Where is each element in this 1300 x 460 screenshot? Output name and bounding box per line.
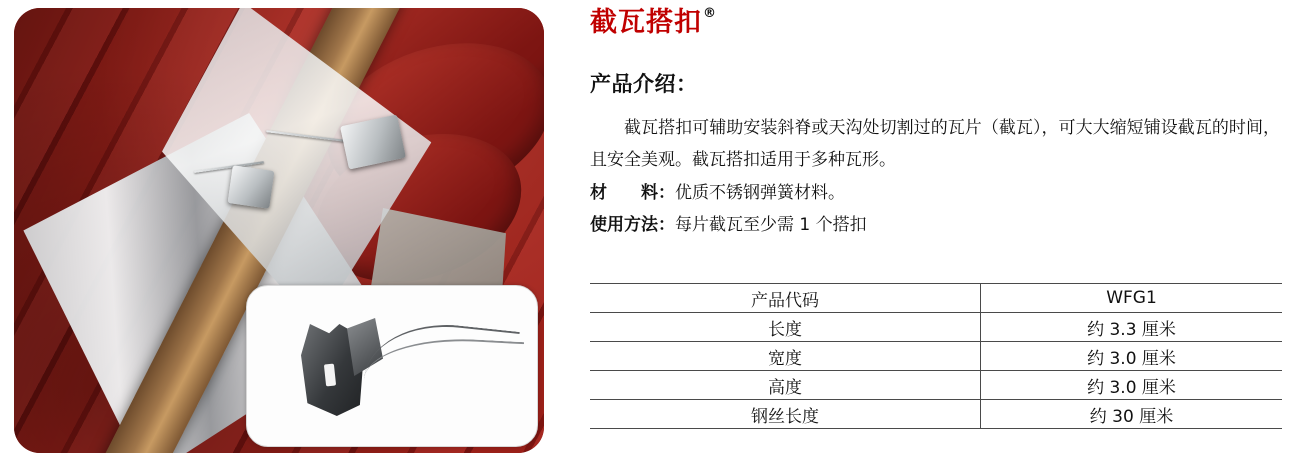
usage-label: 使用方法： (590, 215, 675, 235)
main-product-photo (14, 8, 544, 453)
spec-label-cell: 高度 (590, 371, 981, 400)
spec-value-cell: 约 3.0 厘米 (981, 342, 1283, 371)
spec-value-cell: 约 3.0 厘米 (981, 371, 1283, 400)
table-row (590, 342, 1282, 371)
clip-slot (324, 364, 336, 387)
material-value: 优质不锈钢弹簧材料。 (675, 183, 845, 203)
product-title-row (590, 8, 716, 38)
spec-label-cell: 钢丝长度 (590, 400, 981, 429)
product-info-panel (590, 0, 1290, 460)
registered-trademark-icon: ® (703, 6, 716, 21)
page-title: 截瓦搭扣 (590, 7, 702, 38)
installed-clip (228, 165, 275, 208)
spec-value-cell: 约 3.3 厘米 (981, 313, 1283, 342)
spec-label-cell: 宽度 (590, 342, 981, 371)
specification-table (590, 283, 1282, 429)
table-row (590, 371, 1282, 400)
table-row (590, 313, 1282, 342)
product-closeup-inset (246, 285, 538, 447)
spec-value-cell: WFG1 (981, 284, 1283, 313)
usage-line (590, 210, 867, 240)
spec-label-cell: 长度 (590, 313, 981, 342)
intro-paragraph: 截瓦搭扣可辅助安装斜脊或天沟处切割过的瓦片（截瓦），可大大缩短铺设截瓦的时间，且安全美观。截瓦搭扣适用于多种瓦形。 (590, 118, 1280, 170)
intro-heading: 产品介绍： (590, 72, 698, 96)
table-row (590, 400, 1282, 429)
material-label: 材 料： (590, 183, 675, 203)
spec-value-cell: 约 30 厘米 (981, 400, 1283, 429)
usage-value: 每片截瓦至少需 1 个搭扣 (675, 215, 867, 235)
table-row (590, 284, 1282, 313)
spec-label-cell: 产品代码 (590, 284, 981, 313)
material-line (590, 178, 845, 208)
specification-table-body (590, 284, 1282, 429)
